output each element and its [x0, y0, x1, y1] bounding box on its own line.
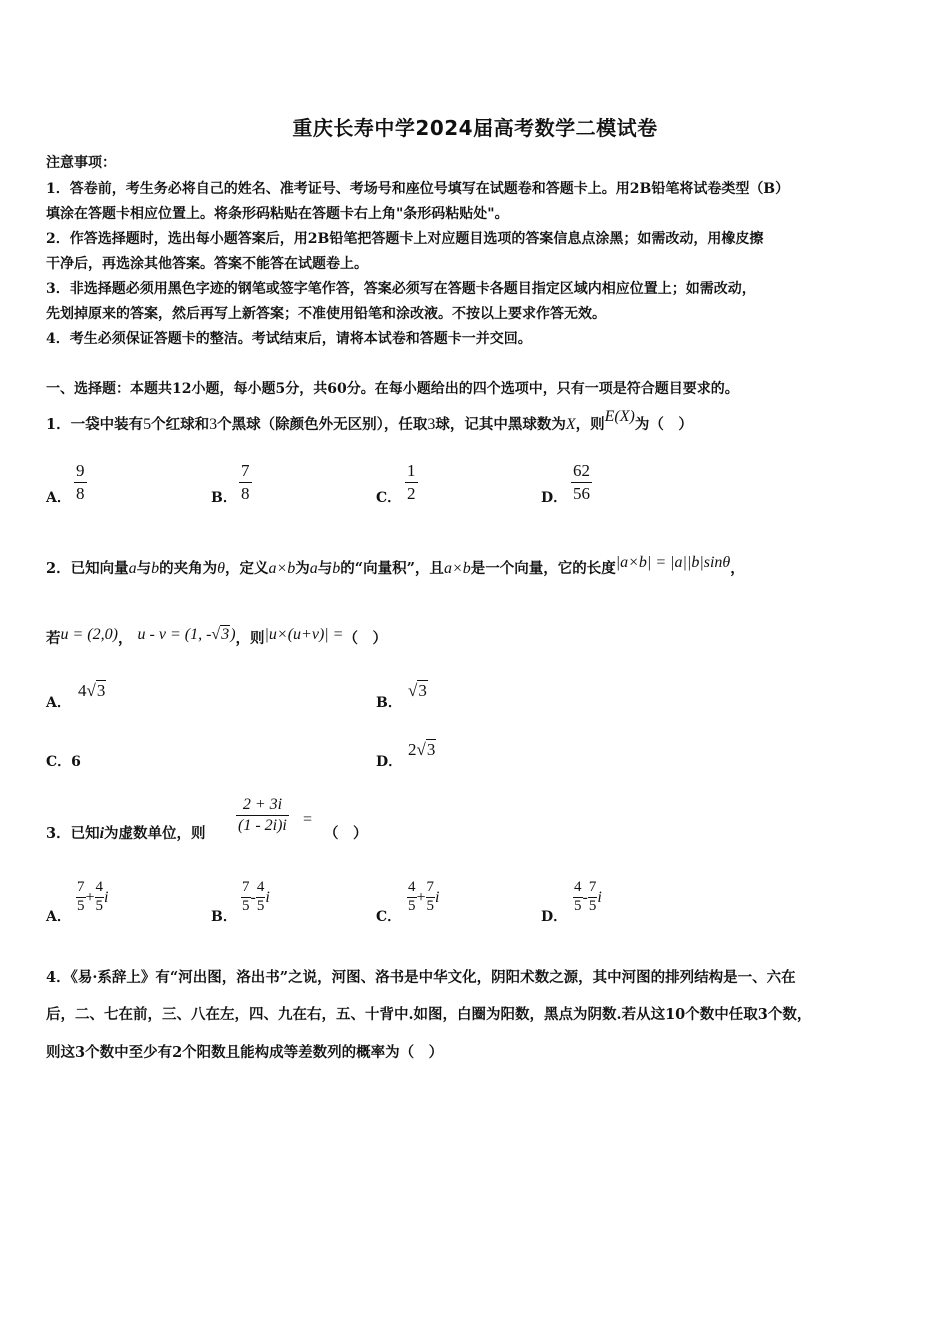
q2-option-d-label[interactable]: D．: [376, 754, 403, 770]
q1-a-num: 9: [76, 461, 85, 480]
q2-u-minus-v: u - v = (1, -√3): [137, 626, 236, 643]
q2-text-9: 若: [46, 630, 61, 647]
q3-b-d1: 5: [242, 897, 250, 914]
q1-three-2: 3: [427, 416, 436, 433]
q2-text-12: （ ）: [343, 630, 387, 647]
q1-option-a-fraction[interactable]: [74, 461, 87, 504]
q1-option-b-fraction[interactable]: [239, 461, 252, 504]
q3-paren: （ ）: [324, 825, 368, 842]
q2-text-10: ，: [117, 630, 133, 647]
q3-c-d2: 5: [426, 897, 435, 914]
q3-d-d1: 5: [574, 897, 582, 914]
q2-b-rad: 3: [418, 681, 427, 700]
q1-option-d-label[interactable]: D．: [541, 490, 568, 506]
q2-text-4: ，定义: [224, 560, 269, 577]
q2-d-rad: 3: [426, 740, 436, 759]
question-4-line3: 则这3个数中至少有2个阳数且能构成等差数列的概率为（ ）: [46, 1044, 444, 1061]
q3-c-d1: 5: [408, 897, 416, 914]
question-1-stem: [46, 408, 693, 434]
q3-option-c-label[interactable]: C．: [376, 909, 402, 925]
note-3a: 3．非选择题必须用黑色字迹的钢笔或签字笔作答，答案必须写在答题卡各题目指定区域内相应位置上；如需改动，: [46, 281, 756, 297]
q2-comma: ，: [730, 560, 745, 577]
q3-c-op: +: [416, 888, 426, 906]
q3-d-n2: 7: [588, 879, 597, 895]
q3-option-d-label[interactable]: D．: [541, 909, 568, 925]
q2-b: b: [151, 560, 160, 577]
q3-d-d2: 5: [588, 897, 597, 914]
q3-fraction: [236, 796, 289, 835]
q3-a-n2: 4: [95, 879, 104, 895]
q3-text-1: 3．已知: [46, 825, 100, 842]
q1-b-den: 8: [241, 484, 250, 503]
q3-option-b-label[interactable]: B．: [211, 909, 237, 925]
q2-text-8: 是一个向量，它的长度: [470, 560, 616, 577]
q2-option-b-value[interactable]: √3: [408, 681, 427, 700]
q1-text-5: ，则: [575, 416, 605, 433]
q2-text-3: 的夹角为: [159, 560, 218, 577]
q3-d-op: -: [582, 888, 588, 906]
q2-option-d-value[interactable]: 2√3: [408, 740, 436, 759]
q1-three: 3: [209, 416, 218, 433]
question-4-line1: 4．《易·系辞上》有“河出图，洛出书”之说，河图、洛书是中华文化，阴阳术数之源，其中河图的排列结构是一、六在: [46, 969, 796, 986]
q3-a-n1: 7: [77, 879, 85, 895]
q2-a-rad: 3: [96, 681, 106, 700]
q3-den: (1 - 2i)i: [238, 817, 287, 834]
q1-text-6: 为（ ）: [634, 416, 693, 433]
q3-num: 2 + 3i: [242, 796, 283, 813]
q3-b-i: i: [265, 888, 270, 906]
q3-option-a-label[interactable]: A．: [46, 909, 71, 925]
q1-option-c-label[interactable]: C．: [376, 490, 402, 506]
notes-heading: 注意事项：: [46, 155, 116, 171]
q3-a-op: +: [85, 888, 95, 906]
q2-option-a-value[interactable]: 4√3: [78, 681, 106, 700]
q2-text-2: 与: [136, 560, 152, 577]
q3-c-i: i: [435, 888, 440, 906]
q1-expectation: E(X): [604, 408, 635, 425]
q2-axb: a×b: [268, 560, 296, 577]
q1-c-num: 1: [407, 461, 416, 480]
note-2a: 2．作答选择题时，选出每小题答案后，用2B铅笔把答题卡上对应题目选项的答案信息点涂黑；如需改动，用橡皮擦: [46, 231, 764, 247]
q2-option-b-label[interactable]: B．: [376, 695, 402, 711]
q2-theta: θ: [217, 560, 225, 577]
note-3b: 先划掉原来的答案，然后再写上新答案；不准使用铅笔和涂改液。不按以上要求作答无效。: [46, 306, 606, 322]
q2-u: u = (2,0): [60, 626, 118, 643]
q1-d-den: 56: [573, 484, 590, 503]
q3-c-n2: 7: [426, 879, 435, 895]
q1-option-b-label[interactable]: B．: [211, 490, 237, 506]
q1-five: 5: [143, 416, 152, 433]
q2-text-7: 的“向量积”，且: [340, 560, 444, 577]
q3-option-b-value[interactable]: [241, 880, 270, 915]
note-4: 4．考生必须保证答题卡的整洁。考试结束后，请将本试卷和答题卡一并交回。: [46, 331, 532, 347]
q3-b-n1: 7: [242, 879, 250, 895]
q1-text-4: 球，记其中黑球数为: [435, 416, 566, 433]
q1-text-3: 个黑球（除颜色外无区别），任取: [217, 416, 428, 433]
q1-a-den: 8: [76, 484, 85, 503]
q2-text-5: 为: [295, 560, 310, 577]
q3-d-i: i: [597, 888, 602, 906]
question-2-stem-line1: [46, 554, 745, 578]
q2-axb-2: a×b: [443, 560, 471, 577]
q2-b-2: b: [332, 560, 341, 577]
section-heading: 一、选择题：本题共12小题，每小题5分，共60分。在每小题给出的四个选项中，只有一项是符合题目要求的。: [46, 381, 739, 397]
q3-b-d2: 5: [256, 897, 265, 914]
q3-option-d-value[interactable]: [573, 880, 602, 915]
q1-text-1: 1．一袋中装有: [46, 416, 144, 433]
q3-equals: =: [303, 811, 313, 828]
q2-text-11: ，则: [235, 630, 265, 647]
question-2-stem-line2: [46, 627, 387, 648]
note-1a: 1．答卷前，考生务必将自己的姓名、准考证号、考场号和座位号填写在试题卷和答题卡上。用2B铅笔将试卷类型（B）: [46, 181, 790, 197]
q3-option-c-value[interactable]: [407, 880, 439, 915]
q3-c-n1: 4: [408, 879, 416, 895]
note-1b: 填涂在答题卡相应位置上。将条形码粘贴在答题卡右上角"条形码粘贴处"。: [46, 206, 509, 222]
q1-d-num: 62: [573, 461, 590, 480]
q2-c-label: C．: [46, 754, 72, 770]
q2-expression: |u×(u+v)| =: [264, 626, 344, 643]
q2-a: a: [128, 560, 137, 577]
q3-b-n2: 4: [256, 879, 265, 895]
q3-i: i: [99, 825, 105, 842]
q2-a-2: a: [309, 560, 318, 577]
q2-c-value: 6: [71, 754, 81, 770]
q1-x: X: [565, 416, 576, 433]
q3-a-d2: 5: [95, 897, 104, 914]
q3-a-d1: 5: [77, 897, 85, 914]
note-2b: 干净后，再选涂其他答案。答案不能答在试题卷上。: [46, 256, 368, 272]
q2-d-coef: 2: [408, 740, 417, 759]
q1-option-a-label[interactable]: A．: [46, 490, 71, 506]
q3-b-op: -: [250, 888, 256, 906]
q2-uv-right: ): [230, 626, 236, 643]
q3-option-a-value[interactable]: [76, 880, 108, 915]
q2-option-c[interactable]: [46, 751, 81, 771]
q3-text-2: 为虚数单位，则: [104, 825, 206, 842]
q2-a-coef: 4: [78, 681, 87, 700]
page-title: 重庆长寿中学2024届高考数学二模试卷: [292, 116, 658, 140]
question-4-line2: 后，二、七在前，三、八在左，四、九在右，五、十背中.如图，白圈为阳数，黑点为阴数.若从这10个数中任取3个数，: [46, 1006, 812, 1023]
q1-option-c-fraction[interactable]: [405, 461, 418, 504]
q1-option-d-fraction[interactable]: [571, 461, 592, 504]
q2-uv-sqrt: 3: [221, 626, 230, 643]
q2-uv-left: u - v = (1, -: [137, 626, 212, 643]
q1-b-num: 7: [241, 461, 250, 480]
q1-text-2: 个红球和: [151, 416, 210, 433]
q2-text-6: 与: [317, 560, 333, 577]
q1-c-den: 2: [407, 484, 416, 503]
q2-text-1: 2．已知向量: [46, 560, 129, 577]
q2-option-a-label[interactable]: A．: [46, 695, 71, 711]
question-3-stem: [46, 822, 206, 843]
q3-d-n1: 4: [574, 879, 582, 895]
q3-a-i: i: [104, 888, 109, 906]
q2-length-formula: |a×b| = |a||b|sinθ: [615, 554, 731, 571]
